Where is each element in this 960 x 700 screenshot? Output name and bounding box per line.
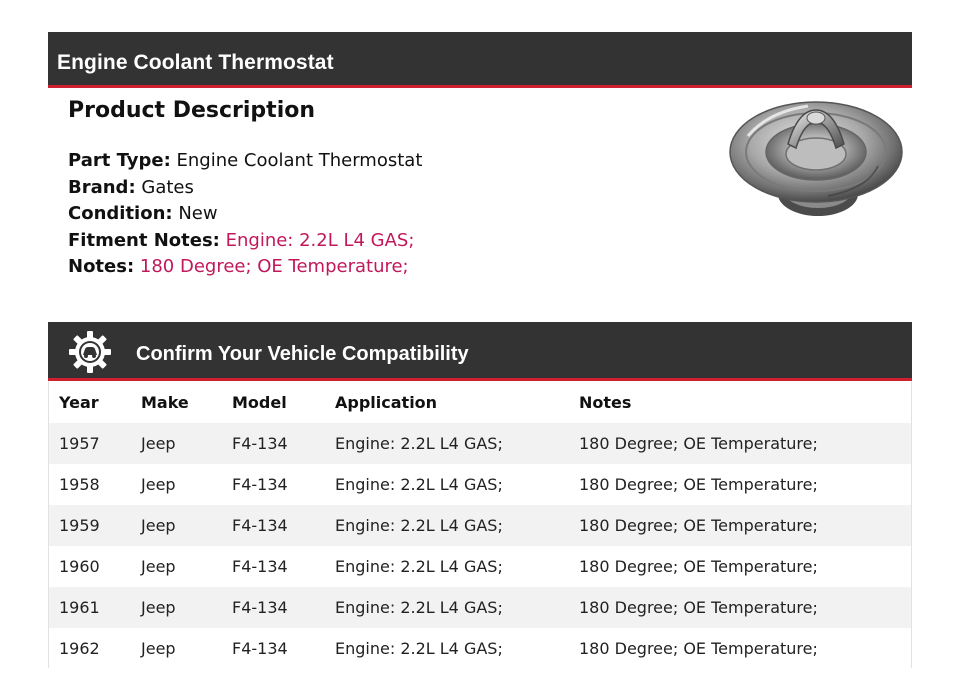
table-header-row: [49, 381, 911, 423]
spec-value: 180 Degree; OE Temperature;: [139, 256, 409, 277]
cell-model: F4-134: [232, 434, 288, 453]
thermostat-photo: [728, 96, 906, 224]
cell-model: F4-134: [232, 475, 288, 494]
cell-notes: 180 Degree; OE Temperature;: [579, 434, 818, 453]
cell-application: Engine: 2.2L L4 GAS;: [335, 639, 503, 658]
cell-year: 1957: [59, 434, 100, 453]
compatibility-bar: [48, 322, 912, 381]
gear-car-icon: [68, 330, 112, 374]
product-description: [68, 96, 688, 281]
description-heading: Product Description: [68, 98, 316, 123]
page-title: Engine Coolant Thermostat: [57, 51, 334, 74]
table-row: [49, 587, 911, 628]
cell-year: 1959: [59, 516, 100, 535]
spec-label: Part Type:: [68, 150, 171, 171]
spec-notes: [68, 254, 688, 281]
cell-application: Engine: 2.2L L4 GAS;: [335, 516, 503, 535]
spec-label: Fitment Notes:: [68, 229, 220, 251]
cell-year: 1961: [59, 598, 100, 617]
cell-application: Engine: 2.2L L4 GAS;: [335, 434, 503, 453]
title-bar: [48, 32, 912, 88]
cell-year: 1962: [59, 639, 100, 658]
column-header-make: Make: [141, 392, 189, 412]
cell-make: Jeep: [141, 475, 176, 494]
spec-value: Gates: [141, 176, 194, 198]
spec-label: Brand:: [68, 176, 136, 198]
spec-part-type: [68, 148, 688, 175]
cell-model: F4-134: [232, 516, 288, 535]
column-header-notes: Notes: [579, 392, 632, 412]
table-row: [49, 423, 911, 464]
cell-notes: 180 Degree; OE Temperature;: [579, 557, 818, 576]
spec-condition: [68, 201, 688, 228]
column-header-application: Application: [335, 392, 438, 412]
cell-model: F4-134: [232, 639, 288, 658]
spec-brand: [68, 175, 688, 202]
cell-make: Jeep: [141, 598, 176, 617]
table-row: [49, 505, 911, 546]
cell-notes: 180 Degree; OE Temperature;: [579, 598, 818, 617]
cell-model: F4-134: [232, 598, 288, 617]
cell-model: F4-134: [232, 557, 288, 576]
spec-label: Condition:: [68, 203, 173, 224]
table-row: [49, 464, 911, 505]
spec-fitment-notes: [68, 228, 688, 255]
cell-make: Jeep: [141, 557, 176, 576]
compatibility-title: Confirm Your Vehicle Compatibility: [136, 343, 469, 365]
spec-value: Engine: 2.2L L4 GAS;: [225, 229, 415, 251]
cell-notes: 180 Degree; OE Temperature;: [579, 639, 818, 658]
cell-notes: 180 Degree; OE Temperature;: [579, 516, 818, 535]
thermostat-image: [728, 96, 906, 224]
compatibility-table: [48, 381, 912, 668]
spec-value: New: [178, 203, 218, 224]
spec-label: Notes:: [68, 256, 135, 277]
column-header-year: Year: [59, 392, 99, 412]
cell-application: Engine: 2.2L L4 GAS;: [335, 598, 503, 617]
table-row: [49, 546, 911, 587]
cell-make: Jeep: [141, 516, 176, 535]
column-header-model: Model: [232, 392, 287, 412]
cell-make: Jeep: [141, 639, 176, 658]
cell-year: 1960: [59, 557, 100, 576]
cell-year: 1958: [59, 475, 100, 494]
cell-notes: 180 Degree; OE Temperature;: [579, 475, 818, 494]
cell-make: Jeep: [141, 434, 176, 453]
table-row: [49, 628, 911, 669]
cell-application: Engine: 2.2L L4 GAS;: [335, 557, 503, 576]
spec-value: Engine Coolant Thermostat: [176, 150, 423, 171]
cell-application: Engine: 2.2L L4 GAS;: [335, 475, 503, 494]
